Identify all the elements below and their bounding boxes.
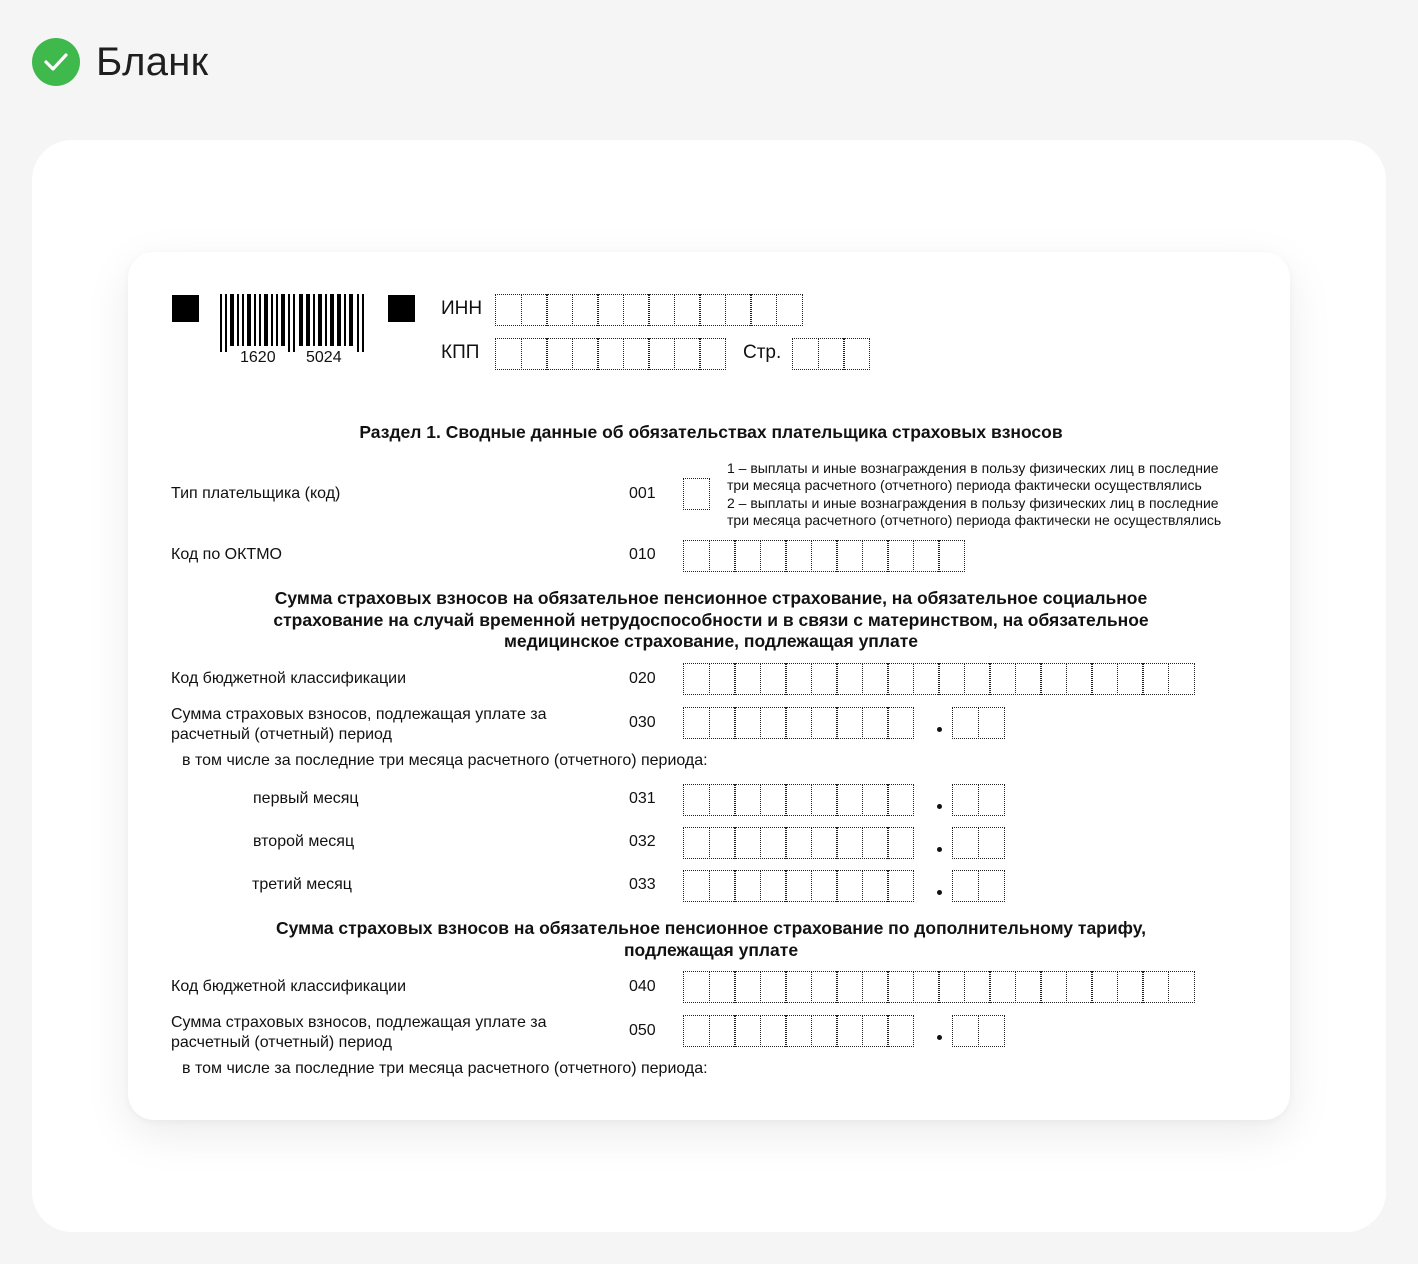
page-number-field[interactable] bbox=[792, 338, 869, 370]
kbk-code: 020 bbox=[629, 670, 656, 687]
kbk-field[interactable] bbox=[683, 663, 1193, 695]
month-label: первый месяц bbox=[253, 790, 359, 807]
month-label: второй месяц bbox=[253, 833, 355, 850]
inn-label: ИНН bbox=[441, 298, 483, 319]
sum-code: 030 bbox=[629, 714, 656, 731]
decimal-point bbox=[937, 804, 942, 809]
sum-kopecks-field-additional[interactable] bbox=[952, 1015, 1003, 1047]
oktmo-code: 010 bbox=[629, 546, 656, 563]
payer-type-label: Тип плательщика (код) bbox=[171, 485, 341, 502]
kbk-field-additional[interactable] bbox=[683, 971, 1193, 1003]
decimal-point bbox=[937, 847, 942, 852]
block2-title: Сумма страховых взносов на обязательное пенсионное страхование по дополнительному тарифу, подлежащая уплате bbox=[275, 918, 1146, 960]
kbk-label: Код бюджетной классификации bbox=[171, 670, 407, 687]
form-sheet bbox=[128, 252, 1290, 1120]
oktmo-field[interactable] bbox=[683, 540, 964, 572]
sum-kopecks-field[interactable] bbox=[952, 707, 1003, 739]
including-label: в том числе за последние три месяца расчетного (отчетного) периода: bbox=[182, 1060, 708, 1077]
payer-type-code: 001 bbox=[629, 485, 656, 502]
month-1-field[interactable] bbox=[683, 784, 913, 816]
payer-type-field[interactable] bbox=[683, 478, 709, 510]
month-1-kopecks-field[interactable] bbox=[952, 784, 1003, 816]
kbk-code: 040 bbox=[629, 978, 656, 995]
sum-field[interactable] bbox=[683, 707, 913, 739]
inn-field[interactable] bbox=[495, 294, 801, 326]
payer-type-note: 2 – выплаты и иные вознаграждения в пользу физических лиц в последние bbox=[727, 495, 1219, 511]
barcode-digits-right: 5024 bbox=[306, 349, 342, 366]
month-label: третий месяц bbox=[252, 876, 352, 893]
sum-label: Сумма страховых взносов, подлежащая уплате за расчетный (отчетный) период bbox=[171, 1014, 547, 1051]
sum-label: Сумма страховых взносов, подлежащая уплате за расчетный (отчетный) период bbox=[171, 706, 547, 743]
decimal-point bbox=[937, 727, 942, 732]
payer-type-note: три месяца расчетного (отчетного) периода фактически не осуществлялись bbox=[727, 512, 1222, 528]
decimal-point bbox=[937, 890, 942, 895]
sum-code: 050 bbox=[629, 1022, 656, 1039]
month-code: 033 bbox=[629, 876, 656, 893]
page-header bbox=[32, 38, 208, 86]
registration-marker-left bbox=[172, 295, 199, 322]
barcode-digits-left: 1620 bbox=[240, 349, 276, 366]
page-label: Стр. bbox=[743, 342, 782, 363]
check-circle-icon bbox=[32, 38, 80, 86]
month-2-kopecks-field[interactable] bbox=[952, 827, 1003, 859]
kbk-label: Код бюджетной классификации bbox=[171, 978, 407, 995]
including-label: в том числе за последние три месяца расчетного (отчетного) периода: bbox=[182, 752, 708, 769]
block1-title: Сумма страховых взносов на обязательное пенсионное страхование, на обязательное социальное страхование на случай временной нетрудоспособности и в связи с материнством, на обязательное медицинское страхование, подлежащая уплате bbox=[273, 588, 1149, 651]
oktmo-label: Код по ОКТМО bbox=[171, 546, 282, 563]
section-title: Раздел 1. Сводные данные об обязательствах плательщика страховых взносов bbox=[359, 422, 1063, 442]
month-3-field[interactable] bbox=[683, 870, 913, 902]
decimal-point bbox=[937, 1035, 942, 1040]
kpp-label: КПП bbox=[441, 342, 480, 363]
month-3-kopecks-field[interactable] bbox=[952, 870, 1003, 902]
sum-field-additional[interactable] bbox=[683, 1015, 913, 1047]
month-2-field[interactable] bbox=[683, 827, 913, 859]
payer-type-note: 1 – выплаты и иные вознаграждения в пользу физических лиц в последние bbox=[727, 460, 1219, 476]
page-title: Бланк bbox=[96, 39, 209, 84]
barcode-image bbox=[220, 294, 366, 352]
registration-marker-right bbox=[388, 295, 415, 322]
payer-type-note: три месяца расчетного (отчетного) периода фактически осуществлялись bbox=[727, 477, 1202, 493]
kpp-field[interactable] bbox=[495, 338, 725, 370]
month-code: 031 bbox=[629, 790, 656, 807]
month-code: 032 bbox=[629, 833, 656, 850]
